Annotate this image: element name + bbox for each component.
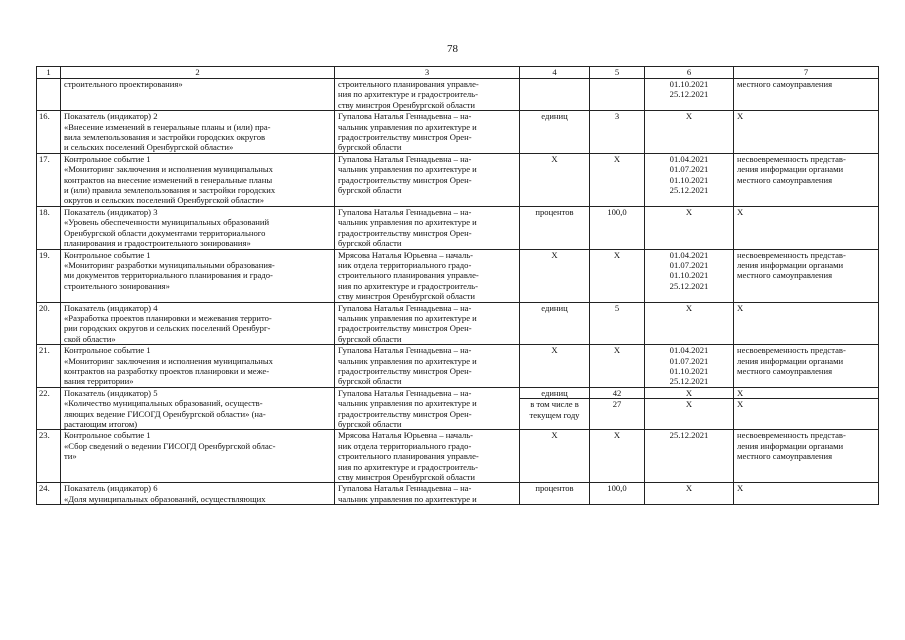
risk-note-cell bbox=[734, 345, 879, 388]
responsible-person-line: чальник управления по архитектуре и bbox=[338, 121, 477, 132]
risk-note-cell bbox=[734, 483, 879, 505]
responsible-person-line: бургской области bbox=[338, 419, 402, 429]
row-number-cell: 21. bbox=[37, 345, 61, 388]
target-value-line: 100,0 bbox=[607, 483, 627, 494]
responsible-person-line: чальник управления по архитектуре и bbox=[338, 398, 477, 409]
deadline-dates-cell bbox=[645, 111, 734, 154]
row-number-cell: 18. bbox=[37, 206, 61, 249]
indicator-name-line: «Мониторинг разработки муниципальными образования- bbox=[64, 259, 275, 270]
deadline-dates-line: Х bbox=[645, 398, 733, 409]
indicator-name-line: ской области» bbox=[64, 333, 116, 344]
row-number-cell: 20. bbox=[37, 302, 61, 345]
row-number-cell: 24. bbox=[37, 483, 61, 505]
risk-note-line: местного самоуправления bbox=[737, 451, 833, 462]
target-value-cell bbox=[590, 111, 645, 154]
deadline-dates-line: 01.07.2021 bbox=[669, 259, 709, 270]
deadline-dates-line: 01.10.2021 bbox=[669, 365, 709, 376]
target-value-line: 100,0 bbox=[607, 206, 627, 217]
row-number-cell: 17. bbox=[37, 153, 61, 206]
indicator-name-line: рии городских округов и сельских поселений Оренбург- bbox=[64, 323, 271, 334]
deadline-dates-line: 01.07.2021 bbox=[669, 355, 709, 366]
target-value-line: 3 bbox=[614, 111, 620, 122]
target-value-line: Х bbox=[613, 345, 621, 356]
indicator-name-line: ми документов территориального планирования и градо- bbox=[64, 270, 273, 281]
responsible-person-line: бургской области bbox=[338, 333, 402, 344]
target-value-cell bbox=[590, 430, 645, 483]
indicator-name-line: Показатель (индикатор) 2 bbox=[64, 111, 158, 122]
unit-of-measure-cell bbox=[520, 483, 590, 505]
unit-of-measure-cell bbox=[520, 249, 590, 302]
page-number: 78 bbox=[447, 43, 458, 55]
responsible-person-line: градостроительству минстроя Орен- bbox=[338, 132, 472, 143]
unit-of-measure-cell bbox=[520, 345, 590, 388]
column-header: 2 bbox=[61, 67, 335, 79]
risk-note-cell bbox=[734, 302, 879, 345]
table-row bbox=[37, 249, 879, 302]
indicator-name-line: ти» bbox=[64, 451, 77, 462]
indicator-name-line: «Количество муниципальных образований, осуществ- bbox=[64, 398, 263, 409]
risk-note-cell bbox=[734, 387, 879, 430]
unit-of-measure-cell bbox=[520, 153, 590, 206]
responsible-person-cell bbox=[335, 111, 520, 154]
responsible-person-cell bbox=[335, 430, 520, 483]
responsible-person-line: градостроительству минстроя Орен- bbox=[338, 227, 472, 238]
deadline-dates-cell bbox=[645, 79, 734, 111]
unit-of-measure-line: единиц bbox=[541, 302, 568, 313]
row-number-cell: 22. bbox=[37, 387, 61, 430]
deadline-dates-cell bbox=[645, 430, 734, 483]
indicator-name-line: «Внесение изменений в генеральные планы и (или) пра- bbox=[64, 121, 271, 132]
indicator-name-line: Показатель (индикатор) 3 bbox=[64, 206, 158, 217]
indicator-name-cell bbox=[61, 206, 335, 249]
responsible-person-line: ству минстроя Оренбургской области bbox=[338, 291, 476, 302]
target-value-cell bbox=[590, 387, 645, 430]
indicator-name-line: вила землепользования и застройки городских округов bbox=[64, 132, 266, 143]
indicator-name-line: растающим итогом) bbox=[64, 419, 138, 429]
deadline-dates-line: Х bbox=[685, 111, 693, 122]
deadline-dates-line: 25.12.2021 bbox=[669, 430, 709, 441]
indicator-name-line: ляющих ведение ГИСОГД Оренбургской области» (на- bbox=[64, 408, 266, 419]
responsible-person-line: Гупалова Наталья Геннадьевна – на- bbox=[338, 153, 472, 164]
indicator-name-cell bbox=[61, 111, 335, 154]
indicator-name-cell bbox=[61, 249, 335, 302]
indicator-name-cell bbox=[61, 302, 335, 345]
unit-of-measure-cell bbox=[520, 79, 590, 111]
deadline-dates-cell bbox=[645, 387, 734, 430]
indicator-name-line: округов и сельских поселений Оренбургской области» bbox=[64, 195, 265, 206]
responsible-person-line: бургской области bbox=[338, 376, 402, 387]
risk-note-cell bbox=[734, 206, 879, 249]
target-value-cell bbox=[590, 249, 645, 302]
unit-of-measure-line: Х bbox=[551, 345, 558, 356]
risk-note-line: Х bbox=[737, 206, 744, 217]
risk-note-cell bbox=[734, 153, 879, 206]
indicator-name-line: Показатель (индикатор) 5 bbox=[64, 387, 158, 398]
responsible-person-line: Мрясова Наталья Юрьевна – началь- bbox=[338, 249, 474, 260]
deadline-dates-cell bbox=[645, 302, 734, 345]
indicator-name-cell bbox=[61, 153, 335, 206]
indicator-name-line: строительного зонирования» bbox=[64, 280, 170, 291]
responsible-person-line: бургской области bbox=[338, 238, 402, 249]
target-value-cell bbox=[590, 483, 645, 505]
table-row bbox=[37, 111, 879, 154]
deadline-dates-line: 01.10.2021 bbox=[669, 174, 709, 185]
responsible-person-line: Гупалова Наталья Геннадьевна – на- bbox=[338, 302, 472, 313]
responsible-person-cell bbox=[335, 79, 520, 111]
responsible-person-line: Гупалова Наталья Геннадьевна – на- bbox=[338, 111, 472, 122]
deadline-dates-line: 01.04.2021 bbox=[669, 345, 709, 356]
indicator-name-line: «Сбор сведений о ведении ГИСОГД Оренбургской облас- bbox=[64, 440, 276, 451]
responsible-person-line: ству минстроя Оренбургской области bbox=[338, 472, 476, 483]
risk-note-line: Х bbox=[737, 111, 744, 122]
risk-note-cell bbox=[734, 79, 879, 111]
unit-of-measure-line: Х bbox=[551, 153, 558, 164]
risk-note-line: Х bbox=[737, 302, 744, 313]
responsible-person-line: Гупалова Наталья Геннадьевна – на- bbox=[338, 206, 472, 217]
deadline-dates-line: Х bbox=[685, 483, 693, 494]
target-value-line: Х bbox=[613, 153, 621, 164]
indicator-name-cell bbox=[61, 345, 335, 388]
responsible-person-cell bbox=[335, 387, 520, 430]
risk-note-line: местного самоуправления bbox=[737, 365, 833, 376]
responsible-person-cell bbox=[335, 302, 520, 345]
indicator-name-cell bbox=[61, 430, 335, 483]
target-value-line: 5 bbox=[614, 302, 620, 313]
responsible-person-line: ству минстроя Оренбургской области bbox=[338, 99, 476, 110]
row-number-cell: 23. bbox=[37, 430, 61, 483]
unit-of-measure-line: единиц bbox=[541, 387, 568, 398]
indicator-name-line: «Разработка проектов планировки и межевания террито- bbox=[64, 312, 272, 323]
indicator-name-line: Показатель (индикатор) 6 bbox=[64, 483, 158, 494]
risk-note-line: ления информации органами bbox=[737, 164, 844, 175]
target-value-cell bbox=[590, 206, 645, 249]
indicator-name-line: «Мониторинг заключения и исполнения муниципальных bbox=[64, 164, 273, 175]
responsible-person-line: Гупалова Наталья Геннадьевна – на- bbox=[338, 387, 472, 398]
risk-note-line: Х bbox=[734, 398, 878, 409]
responsible-person-line: ния по архитектуре и градостроитель- bbox=[338, 89, 478, 100]
responsible-person-line: чальник управления по архитектуре и bbox=[338, 164, 477, 175]
unit-of-measure-line: в том числе в bbox=[520, 398, 589, 409]
risk-note-line: несвоевременность представ- bbox=[737, 249, 846, 260]
risk-note-cell bbox=[734, 249, 879, 302]
target-value-line: Х bbox=[613, 430, 621, 441]
risk-note-cell bbox=[734, 430, 879, 483]
deadline-dates-cell bbox=[645, 345, 734, 388]
indicator-name-cell bbox=[61, 387, 335, 430]
unit-of-measure-cell bbox=[520, 111, 590, 154]
deadline-dates-line: Х bbox=[685, 387, 693, 398]
deadline-dates-line: 25.12.2021 bbox=[669, 185, 709, 196]
unit-of-measure-line: процентов bbox=[535, 483, 574, 494]
deadline-dates-line: 25.12.2021 bbox=[669, 280, 709, 291]
deadline-dates-line: 25.12.2021 bbox=[669, 89, 709, 100]
indicator-name-line: строительного проектирования» bbox=[64, 79, 183, 89]
indicator-name-cell bbox=[61, 483, 335, 505]
indicator-name-line: «Мониторинг заключения и исполнения муниципальных bbox=[64, 355, 273, 366]
deadline-dates-cell bbox=[645, 249, 734, 302]
indicator-name-line: «Уровень обеспеченности муниципальных образований bbox=[64, 217, 270, 228]
responsible-person-cell bbox=[335, 345, 520, 388]
indicator-name-line: Показатель (индикатор) 4 bbox=[64, 302, 158, 313]
table-row bbox=[37, 302, 879, 345]
column-header: 3 bbox=[335, 67, 520, 79]
unit-of-measure-line: единиц bbox=[541, 111, 568, 122]
risk-note-line: ления информации органами bbox=[737, 355, 844, 366]
target-value-line: Х bbox=[613, 249, 621, 260]
indicator-name-line: Контрольное событие 1 bbox=[64, 345, 151, 356]
row-number-cell: 16. bbox=[37, 111, 61, 154]
unit-of-measure-line: Х bbox=[551, 249, 558, 260]
target-value-line: 27 bbox=[590, 398, 644, 409]
unit-of-measure-line: Х bbox=[551, 430, 558, 441]
responsible-person-line: Гупалова Наталья Геннадьевна – на- bbox=[338, 345, 472, 356]
indicator-name-line: и сельских поселений Оренбургской области» bbox=[64, 142, 234, 153]
target-value-cell bbox=[590, 345, 645, 388]
responsible-person-line: Гупалова Наталья Геннадьевна – на- bbox=[338, 483, 472, 494]
plan-table-body bbox=[37, 79, 879, 505]
plan-table bbox=[36, 66, 879, 505]
target-value-cell bbox=[590, 153, 645, 206]
deadline-dates-line: 01.07.2021 bbox=[669, 164, 709, 175]
unit-of-measure-line: процентов bbox=[535, 206, 574, 217]
deadline-dates-line: 01.04.2021 bbox=[669, 249, 709, 260]
risk-note-cell bbox=[734, 111, 879, 154]
indicator-name-line: контрактов на внесение изменений в генеральные планы bbox=[64, 174, 273, 185]
indicator-name-line: планирования и градостроительного зонирования» bbox=[64, 238, 251, 249]
row-number-cell: 19. bbox=[37, 249, 61, 302]
column-header: 7 bbox=[734, 67, 879, 79]
table-row bbox=[37, 206, 879, 249]
indicator-name-line: Оренбургской области документами территориального bbox=[64, 227, 266, 238]
risk-note-line: несвоевременность представ- bbox=[737, 153, 846, 164]
risk-note-line: несвоевременность представ- bbox=[737, 430, 846, 441]
responsible-person-line: градостроительству минстроя Орен- bbox=[338, 323, 472, 334]
deadline-dates-line: 25.12.2021 bbox=[669, 376, 709, 387]
deadline-dates-line: 01.10.2021 bbox=[669, 79, 709, 89]
table-row bbox=[37, 345, 879, 388]
responsible-person-line: ния по архитектуре и градостроитель- bbox=[338, 461, 478, 472]
responsible-person-line: чальник управления по архитектуре и bbox=[338, 355, 477, 366]
column-header: 5 bbox=[590, 67, 645, 79]
indicator-name-line: контрактов на разработку проектов планировки и меже- bbox=[64, 365, 270, 376]
responsible-person-line: строительного планирования управле- bbox=[338, 270, 479, 281]
responsible-person-line: ник отдела территориального градо- bbox=[338, 259, 472, 270]
risk-note-line: ления информации органами bbox=[737, 259, 844, 270]
deadline-dates-cell bbox=[645, 483, 734, 505]
deadline-dates-line: Х bbox=[685, 206, 693, 217]
risk-note-line: Х bbox=[737, 387, 744, 398]
responsible-person-cell bbox=[335, 483, 520, 505]
responsible-person-cell bbox=[335, 153, 520, 206]
table-row bbox=[37, 430, 879, 483]
unit-of-measure-cell bbox=[520, 430, 590, 483]
indicator-name-line: Контрольное событие 1 bbox=[64, 430, 151, 441]
responsible-person-line: чальник управления по архитектуре и bbox=[338, 493, 477, 504]
indicator-name-line: Контрольное событие 1 bbox=[64, 153, 151, 164]
column-header: 1 bbox=[37, 67, 61, 79]
row-number-cell bbox=[37, 79, 61, 111]
responsible-person-cell bbox=[335, 206, 520, 249]
responsible-person-line: чальник управления по архитектуре и bbox=[338, 217, 477, 228]
indicator-name-line: и (или) правила землепользования и застройки городских bbox=[64, 185, 276, 196]
risk-note-line: местного самоуправления bbox=[737, 79, 833, 89]
indicator-name-cell bbox=[61, 79, 335, 111]
responsible-person-line: бургской области bbox=[338, 142, 402, 153]
responsible-person-cell bbox=[335, 249, 520, 302]
table-row bbox=[37, 153, 879, 206]
target-value-line: 42 bbox=[612, 387, 622, 398]
column-header: 6 bbox=[645, 67, 734, 79]
indicator-name-line: вания территории» bbox=[64, 376, 134, 387]
unit-of-measure-cell bbox=[520, 387, 590, 430]
risk-note-line: ления информации органами bbox=[737, 440, 844, 451]
responsible-person-line: ник отдела территориального градо- bbox=[338, 440, 472, 451]
target-value-cell bbox=[590, 302, 645, 345]
responsible-person-line: бургской области bbox=[338, 185, 402, 196]
deadline-dates-cell bbox=[645, 153, 734, 206]
unit-of-measure-cell bbox=[520, 206, 590, 249]
table-row bbox=[37, 387, 879, 430]
risk-note-line: местного самоуправления bbox=[737, 174, 833, 185]
deadline-dates-cell bbox=[645, 206, 734, 249]
deadline-dates-line: 01.10.2021 bbox=[669, 270, 709, 281]
column-number-row bbox=[37, 67, 879, 79]
deadline-dates-line: 01.04.2021 bbox=[669, 153, 709, 164]
responsible-person-line: чальник управления по архитектуре и bbox=[338, 312, 477, 323]
risk-note-line: местного самоуправления bbox=[737, 270, 833, 281]
indicator-name-line: Контрольное событие 1 bbox=[64, 249, 151, 260]
table-row bbox=[37, 483, 879, 505]
table-row bbox=[37, 79, 879, 111]
responsible-person-line: строительного планирования управле- bbox=[338, 451, 479, 462]
responsible-person-line: строительного планирования управле- bbox=[338, 79, 479, 89]
responsible-person-line: градостроительству минстроя Орен- bbox=[338, 408, 472, 419]
responsible-person-line: Мрясова Наталья Юрьевна – началь- bbox=[338, 430, 474, 441]
responsible-person-line: градостроительству минстроя Орен- bbox=[338, 365, 472, 376]
responsible-person-line: ния по архитектуре и градостроитель- bbox=[338, 280, 478, 291]
risk-note-line: Х bbox=[737, 483, 744, 494]
risk-note-line: несвоевременность представ- bbox=[737, 345, 846, 356]
target-value-cell bbox=[590, 79, 645, 111]
unit-of-measure-cell bbox=[520, 302, 590, 345]
column-header: 4 bbox=[520, 67, 590, 79]
responsible-person-line: градостроительству минстроя Орен- bbox=[338, 174, 472, 185]
deadline-dates-line: Х bbox=[685, 302, 693, 313]
unit-of-measure-line: текущем году bbox=[529, 409, 580, 420]
indicator-name-line: «Доля муниципальных образований, осуществляющих bbox=[64, 493, 266, 504]
